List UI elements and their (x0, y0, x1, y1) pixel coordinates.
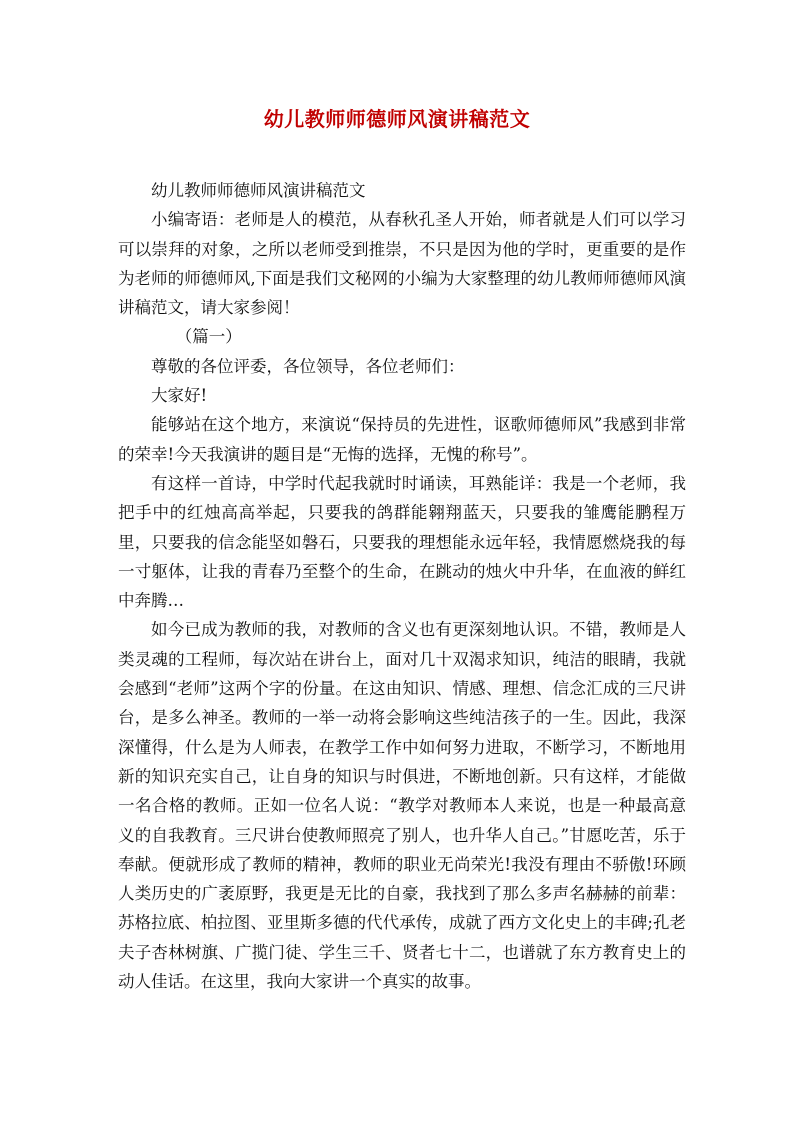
body-paragraph: 能够站在这个地方，来演说“保持员的先进性，讴歌师德师风”我感到非常的荣幸!今天我演讲的题目是“无悔的选择，无愧的称号”。 (118, 415, 686, 464)
body-paragraph: 有这样一首诗，中学时代起我就时时诵读，耳熟能详：我是一个老师，我把手中的红烛高高举起，只要我的鸽群能翱翔蓝天，只要我的雏鹰能鹏程万里，只要我的信念能坚如磐石，只要我的理想能永远年轻，我情愿燃烧我的每一寸躯体，让我的青春乃至整个的生命，在跳动的烛火中升华，在血液的鲜红中奔腾… (118, 473, 686, 611)
salutation-paragraph: 尊敬的各位评委，各位领导，各位老师们： (151, 356, 465, 376)
document-body (118, 176, 686, 996)
document-title: 幼儿教师师德师风演讲稿范文 (263, 107, 531, 131)
body-paragraph: 如今已成为教师的我，对教师的含义也有更深刻地认识。不错，教师是人类灵魂的工程师，每次站在讲台上，面对几十双渴求知识，纯洁的眼睛，我就会感到“老师”这两个字的份量。在这由知识、情感、理想、信念汇成的三尺讲台，是多么神圣。教师的一举一动将会影响这些纯洁孩子的一生。因此，我深深懂得，什么是为人师表，在教学工作中如何努力进取，不断学习，不断地用新的知识充实自己，让自身的知识与时俱进，不断地创新。只有这样，才能做一名合格的教师。正如一位名人说：“教学对教师本人来说，也是一种最高意义的自我教育。三尺讲台使教师照亮了别人，也升华人自己。”甘愿吃苦，乐于奉献。便就形成了教师的精神，教师的职业无尚荣光!我没有理由不骄傲!环顾人类历史的广袤原野，我更是无比的自豪，我找到了那么多声名赫赫的前辈：苏格拉底、柏拉图、亚里斯多德的代代承传，成就了西方文化史上的丰碑;孔老夫子杏林树旗、广揽门徒、学生三千、贤者七十二，也谱就了东方教育史上的动人佳话。在这里，我向大家讲一个真实的故事。 (118, 620, 686, 992)
editor-note-paragraph: 小编寄语：老师是人的模范，从春秋孔圣人开始，师者就是人们可以学习可以崇拜的对象，之所以老师受到推崇，不只是因为他的学时，更重要的是作为老师的师德师风,下面是我们文秘网的小编为大家整理的幼儿教师师德师风演讲稿范文，请大家参阅！ (118, 210, 686, 318)
subtitle-paragraph: 幼儿教师师德师风演讲稿范文 (151, 181, 366, 200)
greeting-paragraph: 大家好! (151, 386, 208, 406)
section-heading: （篇一） (175, 327, 242, 347)
